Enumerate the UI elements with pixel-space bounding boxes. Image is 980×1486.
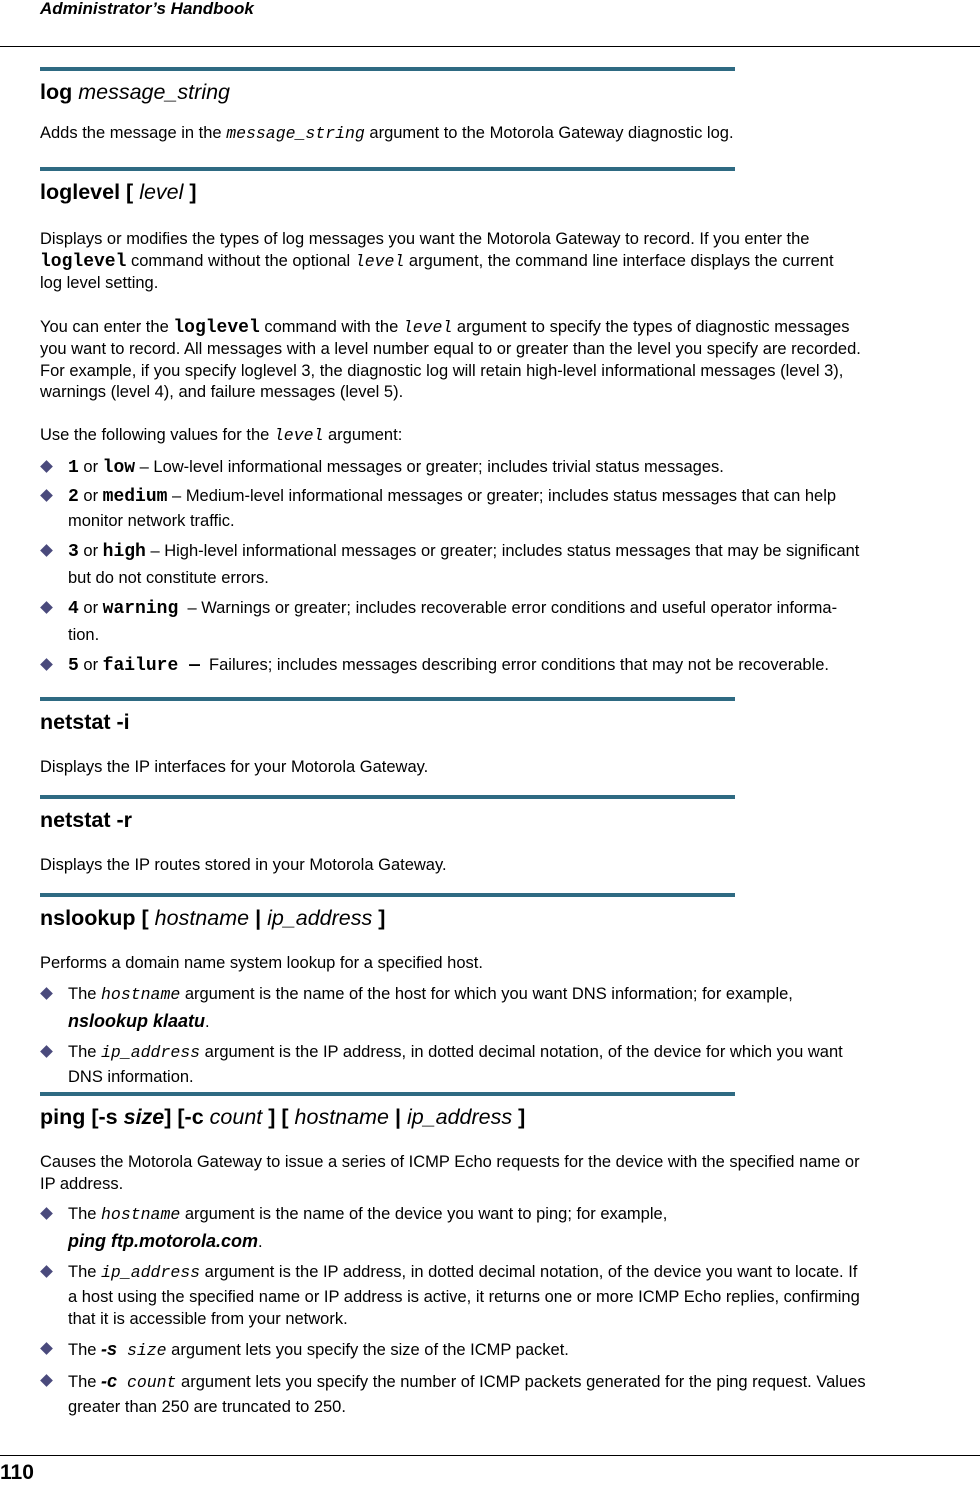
diamond-bullet-icon xyxy=(40,987,53,1000)
list-item: The ip_address argument is the IP address, in dotted decimal notation, of the device you want to locate. If a host using the specified name or IP address is active, it returns one or more ICMP Echo replies, confirming that it is accessible from your network. xyxy=(40,1259,975,1330)
section-netstat-r xyxy=(40,795,975,877)
diamond-bullet-icon xyxy=(40,489,53,502)
diamond-bullet-icon xyxy=(40,460,53,473)
section-netstat-i xyxy=(40,697,975,779)
section-title: netstat -r xyxy=(40,808,132,832)
description: Displays the IP interfaces for your Motorola Gateway. xyxy=(40,758,429,776)
section-title: loglevel [ level ] xyxy=(40,180,197,204)
list-item: 1 or low – Low-level informational messages or greater; includes trivial status messages. xyxy=(40,454,975,481)
diamond-bullet-icon xyxy=(40,1342,53,1355)
diamond-bullet-icon xyxy=(40,1045,53,1058)
description-2: You can enter the loglevel command with the level argument to specify the types of diagnostic messages you want to record. All messages with a level number equal to or greater than the level you specify are recorded. For example, if you specify loglevel 3, the diagnostic log will retain high-level informational messages (level 3), warnings (level 4), and failure messages (level 5). xyxy=(40,317,861,401)
list-item: The hostname argument is the name of the device you want to ping; for example, ping ftp.motorola.com. xyxy=(40,1201,975,1255)
diamond-bullet-icon xyxy=(40,1265,53,1278)
section-title: ping [-s size] [-c count ] [ hostname | ip_address ] xyxy=(40,1105,526,1129)
diamond-bullet-icon xyxy=(40,601,53,614)
section-title: nslookup [ hostname | ip_address ] xyxy=(40,906,386,930)
list-item: 4 or warning – Warnings or greater; includes recoverable error conditions and useful operator informa- tion. xyxy=(40,595,975,648)
section-log xyxy=(40,67,975,145)
running-head: Administrator’s Handbook xyxy=(40,0,254,18)
level-list xyxy=(40,454,975,679)
section-rule xyxy=(40,1092,735,1096)
description-3: Use the following values for the level argument: xyxy=(40,425,403,445)
section-ping xyxy=(40,1092,975,1418)
section-loglevel xyxy=(40,167,975,679)
description: Causes the Motorola Gateway to issue a series of ICMP Echo requests for the device with the specified name or IP address. xyxy=(40,1153,860,1193)
section-rule xyxy=(40,893,735,897)
diamond-bullet-icon xyxy=(40,1207,53,1220)
section-rule xyxy=(40,167,735,171)
argument-list xyxy=(40,981,975,1088)
list-item: The -c count argument lets you specify the number of ICMP packets generated for the ping request. Values greater than 250 are truncated to 250. xyxy=(40,1368,975,1418)
page-number: 110 xyxy=(0,1461,34,1484)
section-title: log message_string xyxy=(40,80,231,104)
section-nslookup xyxy=(40,893,975,1088)
list-item: The hostname argument is the name of the host for which you want DNS information; for example, nslookup klaatu. xyxy=(40,981,975,1035)
list-item: 3 or high – High-level informational messages or greater; includes status messages that may be significant but do not constitute errors. xyxy=(40,538,975,591)
section-rule xyxy=(40,697,735,701)
description: Adds the message in the message_string argument to the Motorola Gateway diagnostic log. xyxy=(40,124,734,143)
list-item: The -s size argument lets you specify the size of the ICMP packet. xyxy=(40,1336,975,1364)
diamond-bullet-icon xyxy=(40,1374,53,1387)
description: Performs a domain name system lookup for a specified host. xyxy=(40,954,483,972)
argument-list xyxy=(40,1201,975,1418)
example-command: ping ftp.motorola.com xyxy=(68,1231,258,1251)
list-item: 5 or failure — Failures; includes messages describing error conditions that may not be recoverable. xyxy=(40,652,975,679)
diamond-bullet-icon xyxy=(40,544,53,557)
example-command: nslookup klaatu xyxy=(68,1010,206,1031)
footer-rule xyxy=(0,1455,980,1456)
section-rule xyxy=(40,795,735,799)
diamond-bullet-icon xyxy=(40,658,53,671)
list-item: 2 or medium – Medium-level informational messages or greater; includes status messages that can help monitor network traffic. xyxy=(40,483,975,532)
description: Displays the IP routes stored in your Motorola Gateway. xyxy=(40,856,447,874)
header-rule xyxy=(0,46,980,47)
description-1: Displays or modifies the types of log messages you want the Motorola Gateway to record. If you enter the loglevel command without the optional level argument, the command line interface displays the current log level setting. xyxy=(40,230,834,292)
section-title: netstat -i xyxy=(40,710,130,734)
list-item: The ip_address argument is the IP address, in dotted decimal notation, of the device for which you want DNS information. xyxy=(40,1039,975,1088)
section-rule xyxy=(40,67,735,71)
